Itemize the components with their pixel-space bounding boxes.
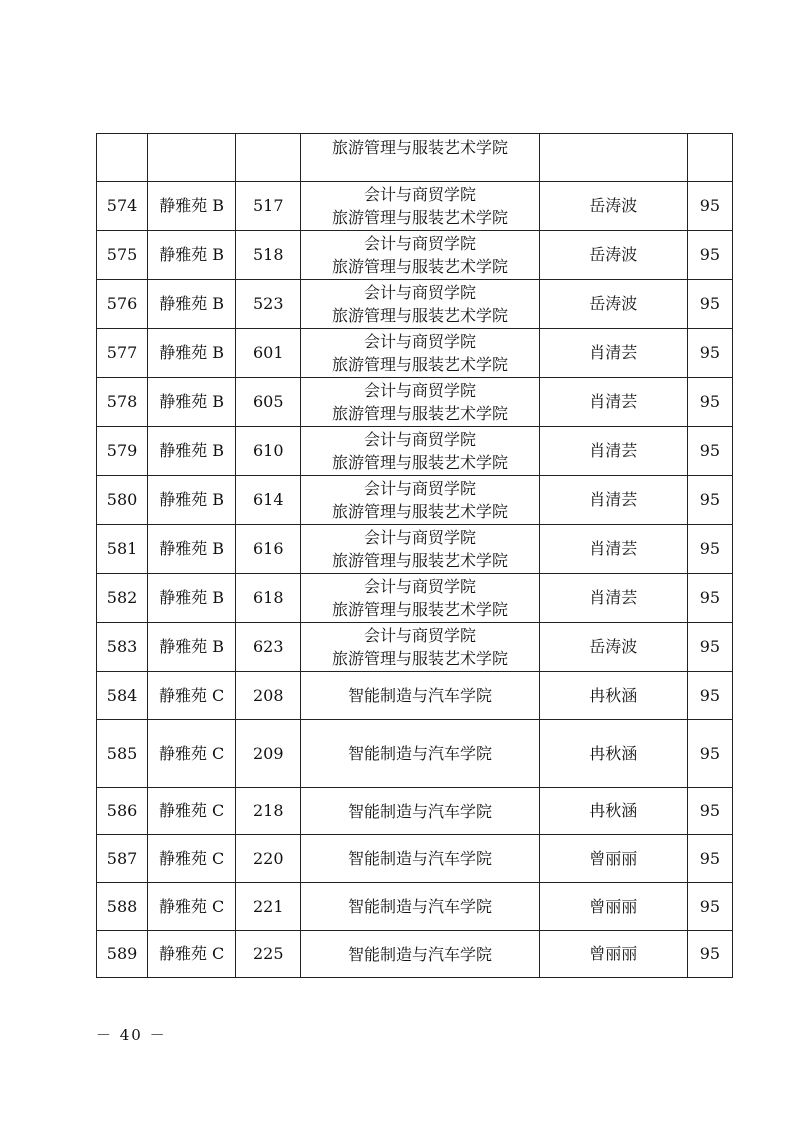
college-line: 智能制造与汽车学院 [347,944,492,964]
person-cell: 肖清芸 [539,427,687,476]
score-cell: 95 [687,623,732,672]
person-cell: 肖清芸 [539,476,687,525]
college-line: 会计与商贸学院 [363,234,476,253]
building-cell: 静雅苑 C [148,788,236,835]
college-cell [301,280,539,329]
score-cell: 95 [687,788,732,835]
score-cell: 95 [687,883,732,931]
college-cell [301,329,539,378]
room-cell [236,134,301,182]
row-number-cell: 581 [97,525,148,574]
college-cell [301,378,539,427]
table-row [97,720,733,788]
building-cell: 静雅苑 C [148,720,236,788]
table-row [97,883,733,931]
college-line: 旅游管理与服装艺术学院 [331,551,508,570]
building-cell: 静雅苑 C [148,835,236,883]
college-cell [301,182,539,231]
person-cell: 肖清芸 [539,525,687,574]
table-row [97,931,733,978]
table-row [97,182,733,231]
room-cell: 523 [236,280,301,329]
room-cell: 225 [236,931,301,978]
college-cell [301,427,539,476]
college-line: 智能制造与汽车学院 [347,801,492,821]
person-cell: 曾丽丽 [539,835,687,883]
room-cell: 221 [236,883,301,931]
score-cell: 95 [687,378,732,427]
score-cell: 95 [687,525,732,574]
room-cell: 209 [236,720,301,788]
person-cell: 冉秋涵 [539,720,687,788]
row-number-cell: 574 [97,182,148,231]
college-line: 旅游管理与服装艺术学院 [331,453,508,472]
college-line: 会计与商贸学院 [363,528,476,547]
building-cell: 静雅苑 B [148,427,236,476]
row-number-cell: 582 [97,574,148,623]
person-cell: 冉秋涵 [539,788,687,835]
person-cell: 岳涛波 [539,623,687,672]
college-cell [301,883,539,931]
college-cell [301,835,539,883]
building-cell: 静雅苑 B [148,623,236,672]
room-cell: 605 [236,378,301,427]
person-cell: 肖清芸 [539,574,687,623]
room-cell: 517 [236,182,301,231]
page-number: － 40 － [96,1026,167,1044]
building-cell: 静雅苑 B [148,476,236,525]
score-cell: 95 [687,476,732,525]
college-line: 会计与商贸学院 [363,577,476,596]
table-row [97,329,733,378]
person-cell: 岳涛波 [539,280,687,329]
college-cell [301,788,539,835]
college-line: 会计与商贸学院 [363,381,476,400]
college-cell [301,525,539,574]
building-cell: 静雅苑 B [148,231,236,280]
table-row [97,835,733,883]
table-row [97,788,733,835]
table-body [97,134,733,978]
row-number-cell [97,134,148,182]
score-cell: 95 [687,672,732,720]
row-number-cell: 576 [97,280,148,329]
college-cell [301,623,539,672]
college-line: 会计与商贸学院 [363,479,476,498]
college-cell [301,134,539,182]
building-cell: 静雅苑 B [148,378,236,427]
room-cell: 220 [236,835,301,883]
score-cell: 95 [687,931,732,978]
person-cell: 冉秋涵 [539,672,687,720]
room-cell: 616 [236,525,301,574]
table-row [97,672,733,720]
building-cell: 静雅苑 B [148,574,236,623]
college-line: 旅游管理与服装艺术学院 [331,138,508,157]
college-line: 旅游管理与服装艺术学院 [331,649,508,668]
college-line: 会计与商贸学院 [363,185,476,204]
college-line: 会计与商贸学院 [363,626,476,645]
continuation-row [97,134,733,182]
row-number-cell: 575 [97,231,148,280]
college-cell [301,476,539,525]
college-line: 智能制造与汽车学院 [347,686,492,705]
room-cell: 218 [236,788,301,835]
row-number-cell: 577 [97,329,148,378]
college-cell [301,574,539,623]
college-line: 旅游管理与服装艺术学院 [331,600,508,619]
room-cell: 518 [236,231,301,280]
dormitory-score-table [96,133,733,978]
score-cell: 95 [687,574,732,623]
row-number-cell: 585 [97,720,148,788]
table-row [97,378,733,427]
row-number-cell: 583 [97,623,148,672]
score-cell: 95 [687,182,732,231]
building-cell: 静雅苑 B [148,280,236,329]
score-cell: 95 [687,720,732,788]
table-row [97,280,733,329]
college-line: 智能制造与汽车学院 [347,897,492,916]
building-cell: 静雅苑 B [148,182,236,231]
building-cell: 静雅苑 B [148,525,236,574]
college-line: 智能制造与汽车学院 [347,744,492,763]
college-line: 智能制造与汽车学院 [347,849,492,868]
person-cell: 岳涛波 [539,231,687,280]
table-row [97,476,733,525]
score-cell: 95 [687,835,732,883]
room-cell: 208 [236,672,301,720]
table-row [97,525,733,574]
building-cell: 静雅苑 B [148,329,236,378]
building-cell: 静雅苑 C [148,883,236,931]
college-line: 旅游管理与服装艺术学院 [331,208,508,227]
room-cell: 601 [236,329,301,378]
college-cell [301,720,539,788]
room-cell: 618 [236,574,301,623]
table-row [97,623,733,672]
college-line: 旅游管理与服装艺术学院 [331,355,508,374]
row-number-cell: 579 [97,427,148,476]
college-cell [301,672,539,720]
table-row [97,231,733,280]
score-cell: 95 [687,280,732,329]
score-cell: 95 [687,427,732,476]
person-cell: 肖清芸 [539,378,687,427]
row-number-cell: 578 [97,378,148,427]
person-cell: 肖清芸 [539,329,687,378]
college-cell [301,231,539,280]
room-cell: 614 [236,476,301,525]
row-number-cell: 588 [97,883,148,931]
person-cell [539,134,687,182]
score-cell [687,134,732,182]
college-line: 旅游管理与服装艺术学院 [331,306,508,325]
college-line: 会计与商贸学院 [363,283,476,302]
college-line: 旅游管理与服装艺术学院 [331,404,508,423]
college-line: 旅游管理与服装艺术学院 [331,257,508,276]
college-line: 旅游管理与服装艺术学院 [331,502,508,521]
row-number-cell: 584 [97,672,148,720]
building-cell: 静雅苑 C [148,931,236,978]
college-line: 会计与商贸学院 [363,430,476,449]
row-number-cell: 586 [97,788,148,835]
building-cell [148,134,236,182]
row-number-cell: 589 [97,931,148,978]
college-line: 会计与商贸学院 [363,332,476,351]
row-number-cell: 587 [97,835,148,883]
score-cell: 95 [687,329,732,378]
room-cell: 610 [236,427,301,476]
building-cell: 静雅苑 C [148,672,236,720]
room-cell: 623 [236,623,301,672]
person-cell: 曾丽丽 [539,883,687,931]
table-row [97,427,733,476]
table-row [97,574,733,623]
person-cell: 岳涛波 [539,182,687,231]
row-number-cell: 580 [97,476,148,525]
college-cell [301,931,539,978]
person-cell: 曾丽丽 [539,931,687,978]
score-cell: 95 [687,231,732,280]
